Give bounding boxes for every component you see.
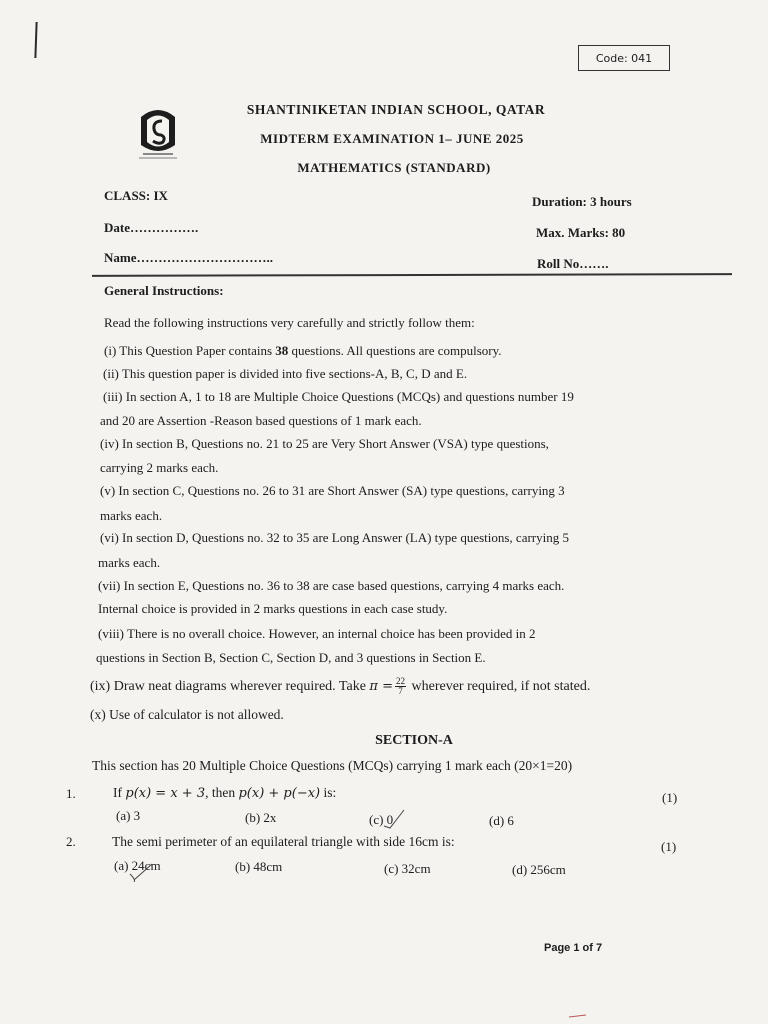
instruction-x: (x) Use of calculator is not allowed. <box>90 707 284 722</box>
q1-option-c: (c) 0 <box>369 812 394 827</box>
margin-pen-mark <box>34 22 37 58</box>
question-number: 2. <box>66 834 76 849</box>
code-box: Code: 041 <box>578 45 670 71</box>
instructions-intro: Read the following instructions very carefully and strictly follow them: <box>104 315 475 330</box>
max-marks-label: Max. Marks: 80 <box>536 225 626 240</box>
instruction-iii-line1: (iii) In section A, 1 to 18 are Multiple Choice Questions (MCQs) and questions number 19 <box>103 389 574 404</box>
question-number: 1. <box>66 786 76 801</box>
instruction-v-line1: (v) In section C, Questions no. 26 to 31 are Short Answer (SA) type questions, carrying 3 <box>100 483 565 498</box>
question-1-text: If p(x) = x + 3, then p(x) + p(−x) is: <box>113 785 337 801</box>
stray-mark-icon <box>568 1012 588 1020</box>
pencil-tick-mark-icon <box>128 860 154 882</box>
name-field: Name………………………….. <box>104 250 273 265</box>
instruction-v-line2: marks each. <box>100 508 163 523</box>
q2-option-d: (d) 256cm <box>512 862 566 877</box>
instruction-vii-line2: Internal choice is provided in 2 marks questions in each case study. <box>98 601 448 616</box>
instruction-viii-line1: (viii) There is no overall choice. However, an internal choice has been provided in 2 <box>98 626 536 641</box>
instruction-ix: (ix) Draw neat diagrams wherever required. Take π = $\frac{22}{7}$ wherever required, if not stated. <box>90 676 591 697</box>
roll-no-field: Roll No……. <box>537 256 609 271</box>
question-count: 38 <box>275 343 289 358</box>
general-instructions-title: General Instructions: <box>104 283 224 298</box>
q2-option-b: (b) 48cm <box>235 859 283 874</box>
question-2-marks: (1) <box>661 839 677 854</box>
q2-option-a: (a) 24cm <box>114 858 161 873</box>
section-a-heading: SECTION-A <box>375 733 453 748</box>
pi-fraction: $\frac{22}{7}$ <box>396 676 405 697</box>
question-2-text: The semi perimeter of an equilateral triangle with side 16cm is: <box>112 834 455 849</box>
instruction-iv-line2: carrying 2 marks each. <box>100 460 219 475</box>
instruction-ii: (ii) This question paper is divided into five sections-A, B, C, D and E. <box>103 366 468 381</box>
q1-option-d: (d) 6 <box>489 813 514 828</box>
duration-label: Duration: 3 hours <box>532 194 632 209</box>
section-a-description: This section has 20 Multiple Choice Questions (MCQs) carrying 1 mark each (20×1=20) <box>92 758 573 773</box>
q2-option-c: (c) 32cm <box>384 861 431 876</box>
date-field: Date……………. <box>104 220 199 235</box>
instruction-iii-line2: and 20 are Assertion -Reason based questions of 1 mark each. <box>100 413 422 428</box>
instruction-vi-line2: marks each. <box>98 555 161 570</box>
instruction-iv-line1: (iv) In section B, Questions no. 21 to 25 are Very Short Answer (VSA) type questions, <box>100 436 549 451</box>
exam-title: MIDTERM EXAMINATION 1– JUNE 2025 <box>260 131 524 146</box>
school-name: SHANTINIKETAN INDIAN SCHOOL, QATAR <box>246 102 546 117</box>
pencil-tick-mark-icon <box>382 808 406 830</box>
class-label: CLASS: IX <box>104 188 168 203</box>
page-footer: Page 1 of 7 <box>544 942 603 954</box>
q1-option-a: (a) 3 <box>116 808 141 823</box>
question-1-marks: (1) <box>662 790 678 805</box>
subject-title: MATHEMATICS (STANDARD) <box>297 160 491 175</box>
instruction-i: (i) This Question Paper contains 38 questions. All questions are compulsory. <box>104 343 502 358</box>
instruction-viii-line2: questions in Section B, Section C, Section D, and 3 questions in Section E. <box>96 650 486 665</box>
q1-option-b: (b) 2x <box>245 810 277 825</box>
instruction-vii-line1: (vii) In section E, Questions no. 36 to 38 are case based questions, carrying 4 marks each. <box>98 578 565 593</box>
header-divider <box>92 273 732 276</box>
instruction-vi-line1: (vi) In section D, Questions no. 32 to 35 are Long Answer (LA) type questions, carrying 5 <box>100 530 569 545</box>
